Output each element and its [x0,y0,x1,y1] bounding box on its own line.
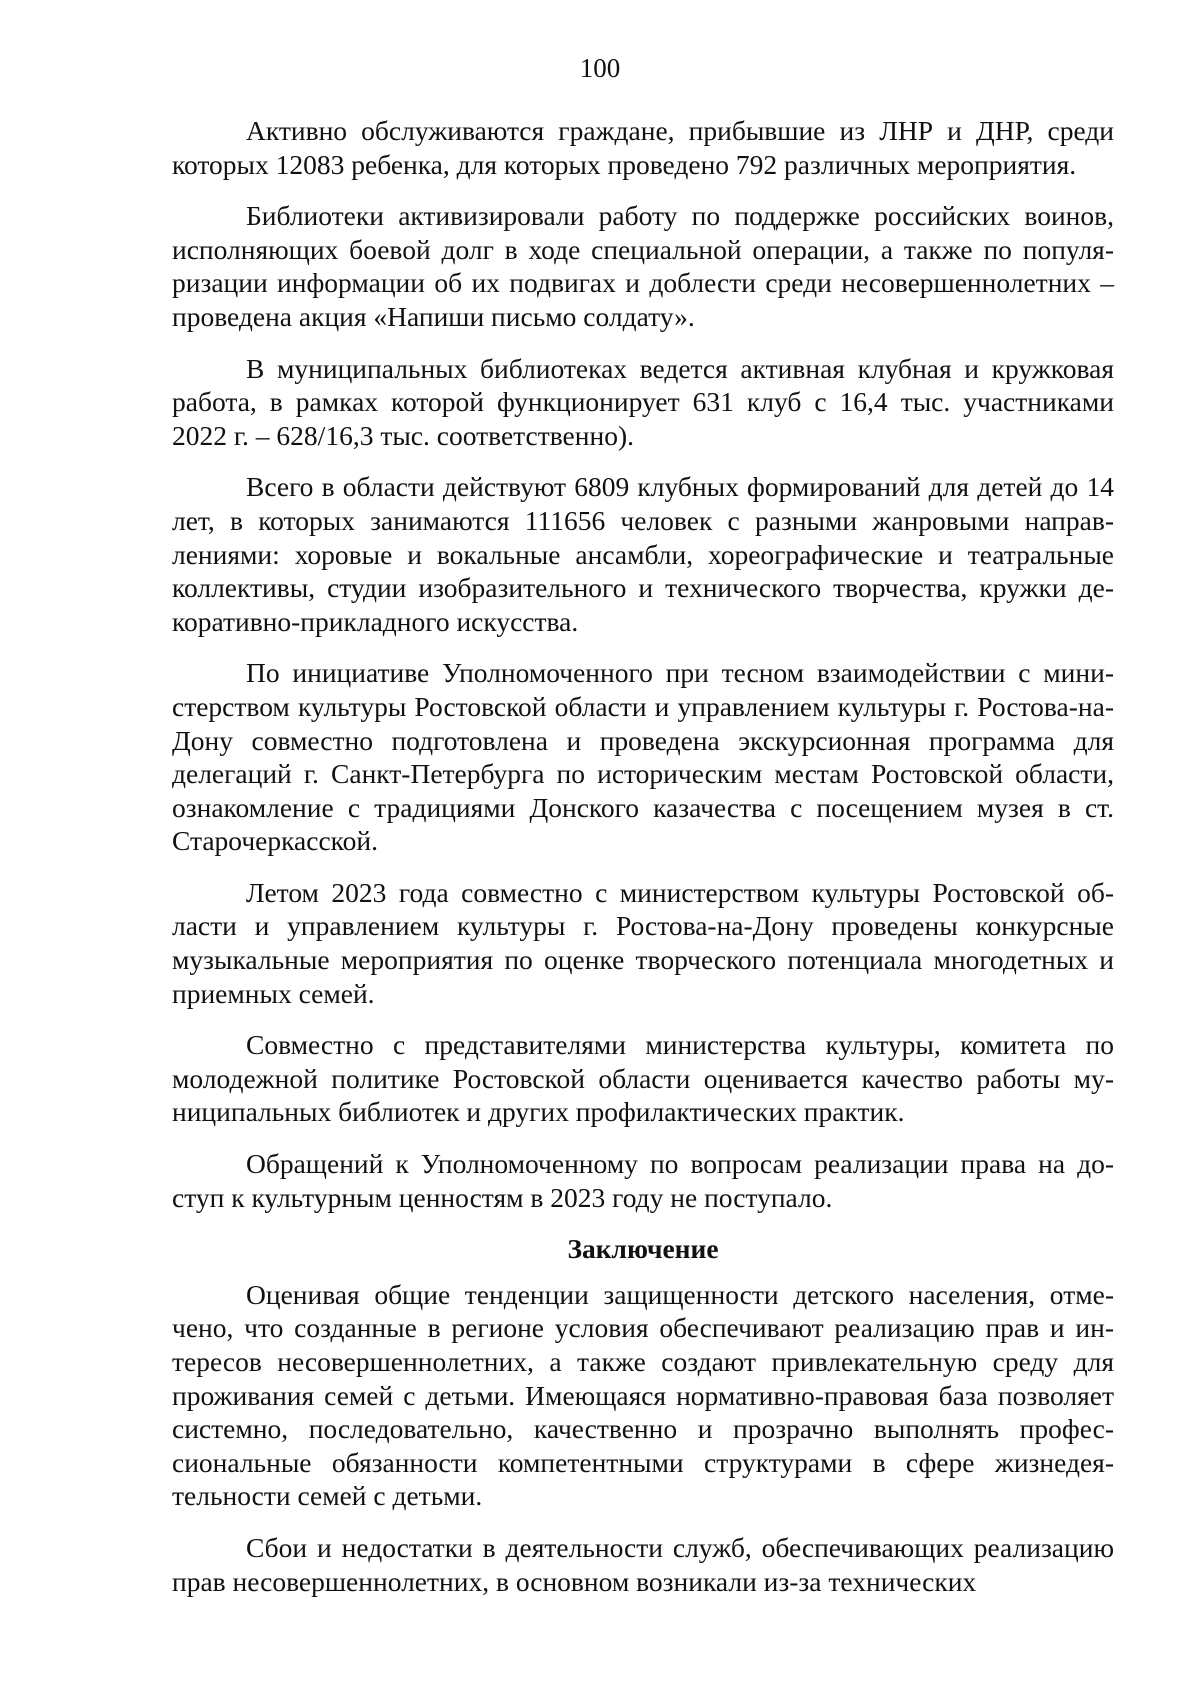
paragraph-libraries-support: Библиотеки активизировали работу по поддержке российских воинов, исполняющих боевой долг в ходе специальной операции, а также по популяризации информации об их подвигах и доблести среди несовершеннолетних – проведена акция «Напиши письмо солдату». [172,200,1114,332]
paragraph-excursion-program: По инициативе Уполномоченного при тесном взаимодействии с министерством культуры Ростовской области и управлением культуры г. Ростова-на-Дону совместно подготовлена и проведена экскурсионная программа для делегаций г. Санкт-Петербурга по историческим местам Ростовской области, ознакомление с традициями Донского казачества с посещением музея в ст. Старочеркасской. [172,657,1114,857]
paragraph-conclusion-failures: Сбои и недостатки в деятельности служб, обеспечивающих реализацию прав несовершеннолетних, в основном возникали из-за технических [172,1531,1114,1597]
paragraph-summer-contests: Летом 2023 года совместно с министерством культуры Ростовской области и управлением культуры г. Ростова-на-Дону проведены конкурсные музыкальные мероприятия по оценке творческого потенциала многодетных и приемных семей. [172,876,1114,1009]
paragraph-club-formations: Всего в области действуют 6809 клубных формирований для детей до 14 лет, в которых занимаются 111656 человек с разными жанровыми направлениями: хоровые и вокальные ансамбли, хореографические и театральные коллективы, студии изобразительного и технического творчества, кружки декоративно-прикладного искусства. [172,471,1114,637]
paragraph-club-work: В муниципальных библиотеках ведется активная клубная и кружковая работа, в рамках которой функционирует 631 клуб с 16,4 тыс. участниками 2022 г. – 628/16,3 тыс. соответственно). [172,352,1114,451]
page-number: 100 [579,53,621,83]
document-body [172,114,1114,1616]
paragraph-quality-assessment: Совместно с представителями министерства культуры, комитета по молодежной политике Ростовской области оценивается качество работы муниципальных библиотек и других профилактических практик. [172,1029,1114,1128]
paragraph-conclusion-trends: Оценивая общие тенденции защищенности детского населения, отмечено, что созданные в регионе условия обеспечивают реализацию прав и интересов несовершеннолетних, а также создают привлекательную среду для проживания семей с детьми. Имеющаяся нормативно-правовая база позволяет системно, последовательно, качественно и прозрачно выполнять профессиональные обязанности компетентными структурами в сфере жизнедеятельности семей с детьми. [172,1278,1114,1512]
paragraph-no-appeals: Обращений к Уполномоченному по вопросам реализации права на доступ к культурным ценностям в 2023 году не поступало. [172,1148,1114,1213]
section-heading-conclusion: Заключение [567,1233,719,1265]
paragraph-lnr-dnr: Активно обслуживаются граждане, прибывшие из ЛНР и ДНР, среди которых 12083 ребенка, для которых проведено 792 различных мероприятия. [172,115,1114,180]
